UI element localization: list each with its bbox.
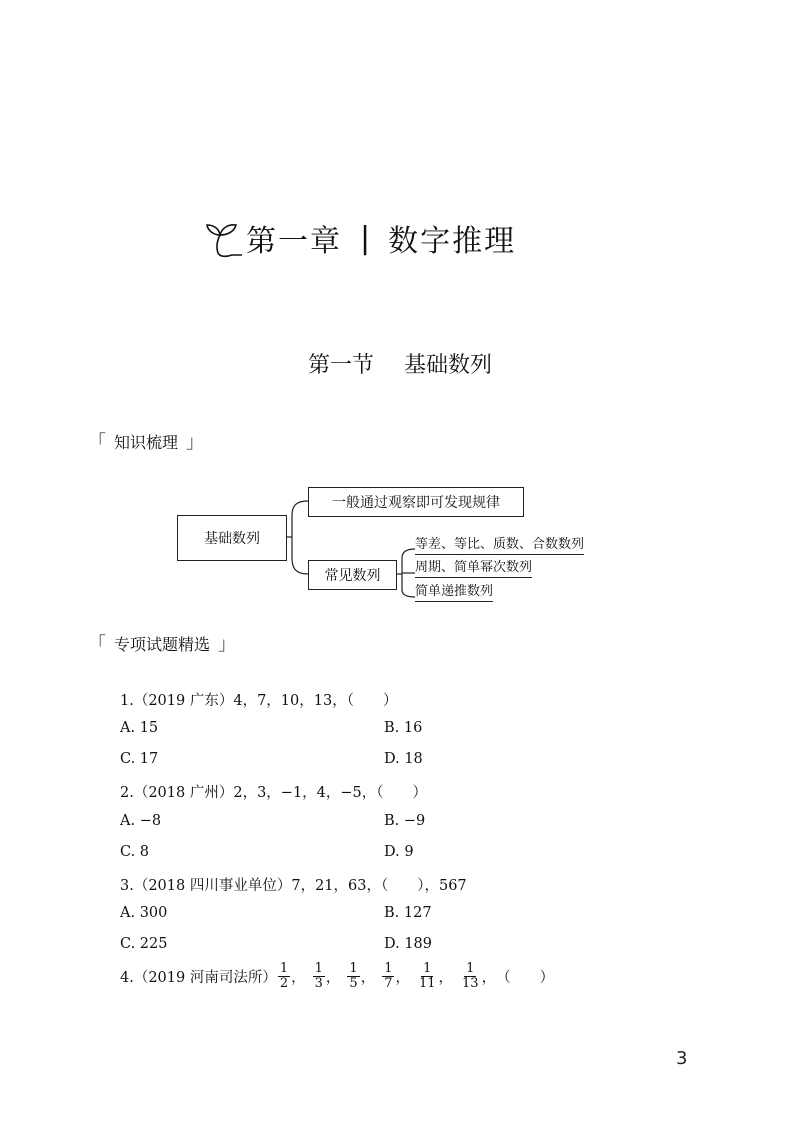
- fraction-denominator: 2: [279, 976, 289, 991]
- fraction-numerator: 1: [384, 961, 393, 976]
- chapter-header: [196, 208, 516, 268]
- chapter-separator: |: [360, 220, 371, 256]
- fraction-denominator: 7: [384, 976, 393, 991]
- question-stem: 2.（2018 广州）2，3，−1，4，−5，（ ）: [120, 785, 428, 801]
- fraction-numerator: 1: [423, 961, 432, 976]
- option-d: D. 9: [384, 844, 414, 860]
- fraction-numerator: 1: [279, 961, 289, 976]
- comma: ，: [325, 970, 341, 986]
- question-suffix: （ ）: [496, 970, 555, 986]
- comma: ，: [360, 970, 376, 986]
- fraction: [417, 962, 438, 991]
- option-a: A. −8: [120, 813, 162, 829]
- option-b: B. 127: [384, 905, 432, 921]
- practice-heading: [88, 630, 236, 656]
- practice-heading-text: 专项试题精选: [114, 634, 211, 654]
- mind-map-leaf: 简单递推数列: [415, 580, 493, 602]
- mind-map-branch-common: 常见数列: [308, 560, 397, 590]
- chapter-title: 数字推理: [388, 224, 517, 259]
- mind-map-branch-observe: 一般通过观察即可发现规律: [308, 487, 524, 517]
- comma: ，: [481, 970, 497, 986]
- fraction-denominator: 11: [418, 976, 436, 991]
- fraction-numerator: 1: [314, 961, 323, 976]
- knowledge-heading-text: 知识梳理: [114, 432, 179, 452]
- fraction-denominator: 13: [462, 976, 479, 991]
- bracket-open: 「: [88, 432, 106, 453]
- option-d: D. 189: [384, 936, 433, 952]
- fraction-denominator: 3: [314, 976, 323, 991]
- fraction: [347, 962, 359, 991]
- mind-map-leaf: 等差、等比、质数、合数数列: [415, 533, 584, 555]
- fraction-denominator: 5: [349, 976, 358, 991]
- fraction: [278, 962, 290, 991]
- option-c: C. 225: [120, 936, 168, 952]
- question-stem: 3.（2018 四川事业单位）7，21，63，（ ），567: [120, 878, 467, 894]
- option-a: A. 300: [120, 905, 168, 921]
- comma: ，: [395, 970, 410, 986]
- fraction-numerator: 1: [466, 961, 475, 976]
- section-label: 第一节: [307, 353, 374, 378]
- question-prefix: 4.（2019 河南司法所）: [120, 970, 277, 986]
- mind-map-leaf: 周期、简单幂次数列: [415, 556, 532, 578]
- option-a: A. 15: [120, 720, 159, 736]
- bracket-open: 「: [88, 634, 106, 655]
- comma: ，: [438, 970, 454, 986]
- bracket-close: 」: [218, 634, 237, 655]
- option-c: C. 8: [120, 844, 150, 860]
- question-stem-fractions: [120, 962, 554, 991]
- question-stem: 1.（2019 广东）4，7，10，13，（ ）: [120, 693, 398, 709]
- knowledge-heading: [88, 428, 204, 454]
- section-title: [0, 348, 800, 379]
- option-b: B. 16: [384, 720, 423, 736]
- option-b: B. −9: [384, 813, 426, 829]
- mind-map-root: 基础数列: [177, 515, 287, 561]
- option-c: C. 17: [120, 751, 159, 767]
- sprout-icon: [196, 213, 246, 263]
- bracket-close: 」: [186, 432, 205, 453]
- fraction: [460, 962, 481, 991]
- option-d: D. 18: [384, 751, 423, 767]
- chapter-label: 第一章: [246, 224, 342, 259]
- section-name: 基础数列: [404, 353, 493, 378]
- page-number: 3: [676, 1048, 688, 1069]
- fraction: [313, 962, 325, 991]
- fraction-numerator: 1: [349, 961, 358, 976]
- fraction: [382, 962, 394, 991]
- comma: ，: [291, 970, 306, 986]
